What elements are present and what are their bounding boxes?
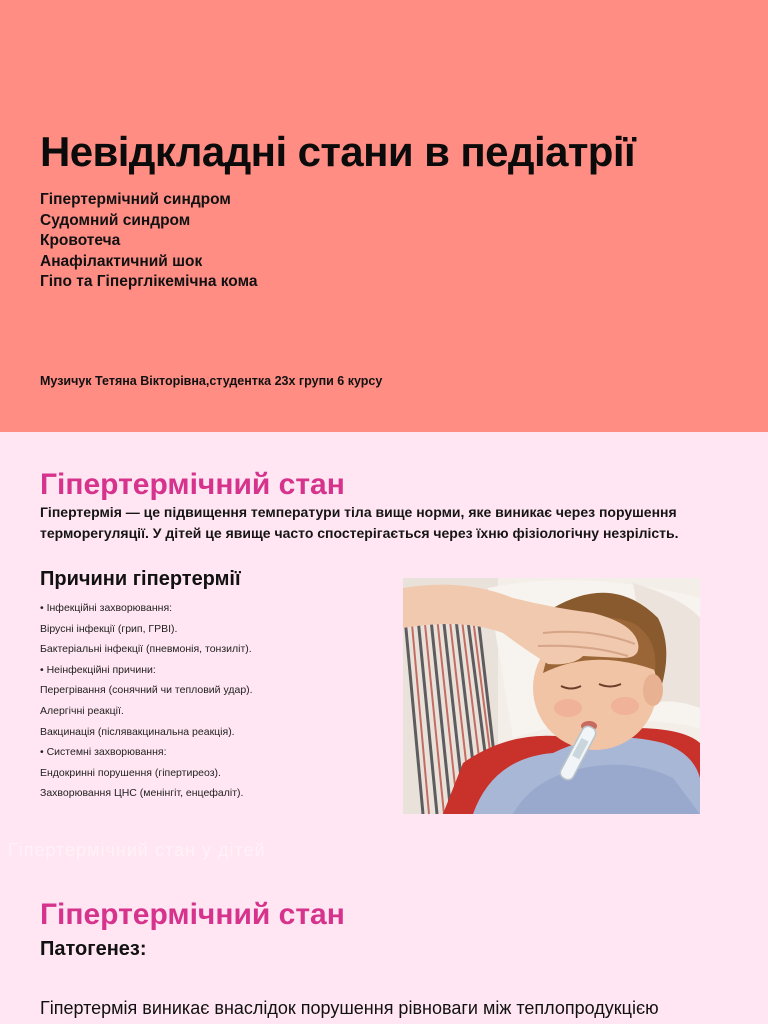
pathogenesis-heading: Патогенез: <box>40 938 147 960</box>
topic-item: Гіпертермічний синдром <box>40 191 231 208</box>
cause-item: • Неінфекційні причини: <box>40 663 156 676</box>
sick-child-photo <box>403 578 700 814</box>
cause-item: Бактеріальні інфекції (пневмонія, тонзиліт). <box>40 643 252 656</box>
hyperthermia-slide <box>0 432 768 862</box>
presentation-title: Невідкладні стани в педіатрії <box>40 128 636 175</box>
topic-item: Кровотеча <box>40 232 121 250</box>
topic-item: Судомний синдром <box>40 211 191 229</box>
topic-item: Анафілактичний шок <box>40 252 203 270</box>
topics-list <box>40 190 257 293</box>
definition-paragraph: Гіпертермія — це підвищення температури тіла вище норми, яке виникає через порушення терморегуляції. У дітей це явище часто спостерігається через їхню фізіологічну незрілість. <box>40 504 679 541</box>
pathogenesis-slide <box>0 840 768 1024</box>
pathogenesis-text: Гіпертермія виникає внаслідок порушення рівноваги між теплопродукцією <box>40 998 659 1018</box>
cause-item: Алергічні реакції. <box>40 704 124 717</box>
cause-item: Захворювання ЦНС (менінгіт, енцефаліт). <box>40 787 244 800</box>
title-slide <box>0 0 768 432</box>
faded-caption: Гіпертермічний стан у дітей <box>8 840 266 860</box>
slide-heading: Гіпертермічний стан <box>40 898 345 931</box>
topic-item: Гіпо та Гіперглікемічна кома <box>40 273 258 291</box>
cause-item: Вакцинація (післявакцинальна реакція). <box>40 725 235 738</box>
author-line: Музичук Тетяна Вікторівна,студентка 23х групи 6 курсу <box>40 374 383 388</box>
cause-item: Перегрівання (сонячний чи тепловий удар). <box>40 684 253 697</box>
cause-item: • Інфекційні захворювання: <box>40 602 173 614</box>
causes-list <box>40 598 253 804</box>
cause-item: Вірусні інфекції (грип, ГРВІ). <box>40 622 178 635</box>
cause-item: • Системні захворювання: <box>40 746 167 759</box>
causes-heading: Причини гіпертермії <box>40 568 241 590</box>
slide-heading: Гіпертермічний стан <box>40 468 345 501</box>
cause-item: Ендокринні порушення (гіпертиреоз). <box>40 766 221 779</box>
